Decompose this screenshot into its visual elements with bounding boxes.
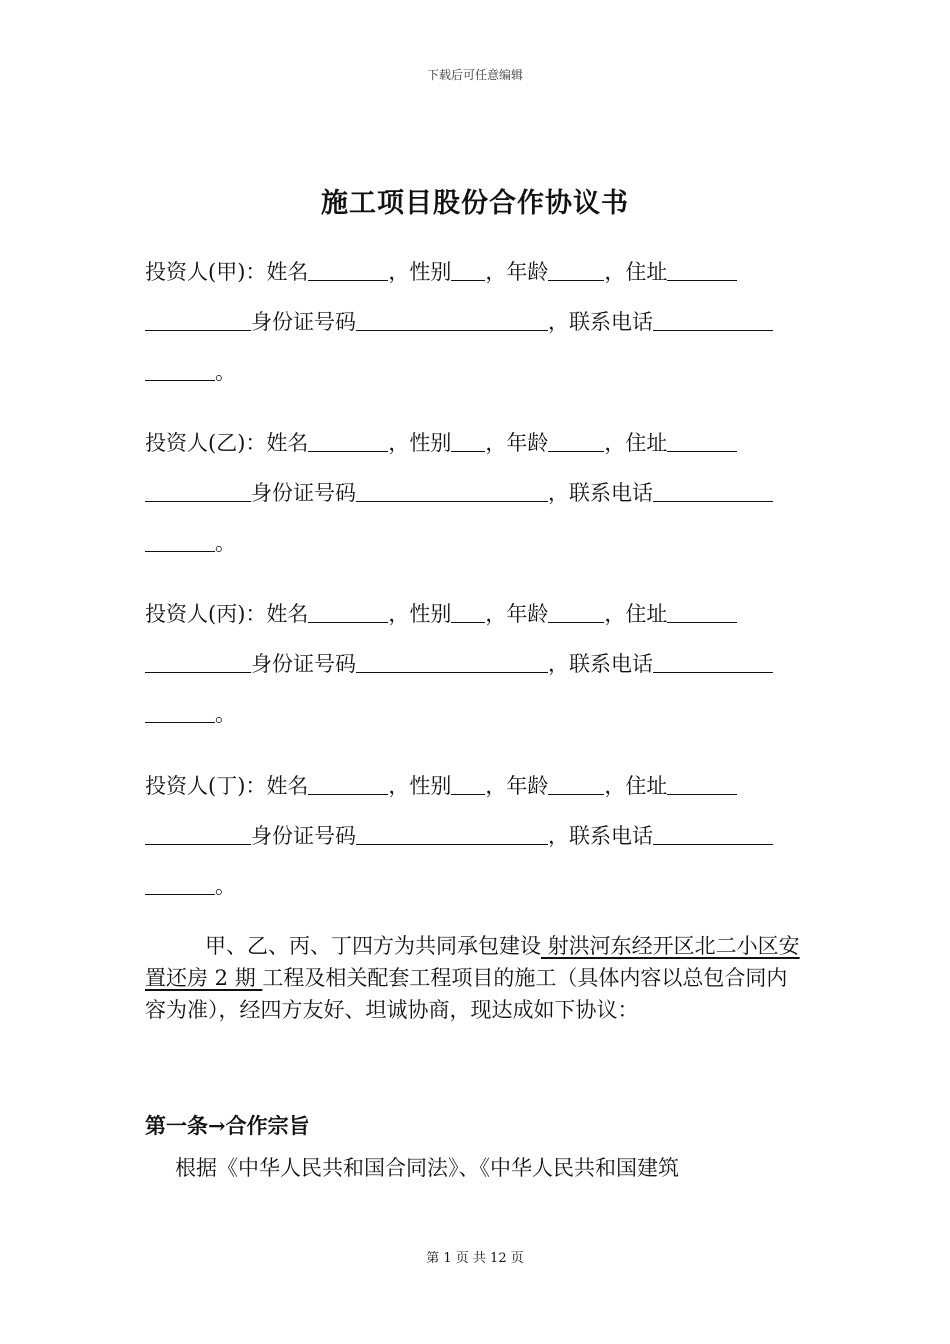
- name-label: ：姓名: [245, 774, 309, 798]
- address-blank-cont[interactable]: [145, 822, 251, 845]
- name-blank[interactable]: [308, 600, 388, 623]
- address-blank-cont[interactable]: [145, 479, 251, 502]
- phone-label: ，联系电话: [548, 824, 653, 848]
- id-label: 身份证号码: [251, 652, 356, 676]
- party-block: [145, 258, 807, 408]
- address-blank[interactable]: [667, 600, 737, 623]
- age-blank[interactable]: [548, 429, 604, 452]
- sex-label: ，性别: [388, 602, 452, 626]
- document-title: 施工项目股份合作协议书: [321, 188, 629, 219]
- phone-blank-cont[interactable]: [145, 358, 215, 381]
- age-label: ，年龄: [485, 431, 549, 455]
- party-line-3: [145, 358, 236, 386]
- address-label: ，住址: [604, 260, 668, 284]
- phone-label: ，联系电话: [548, 481, 653, 505]
- page-footer: 第 1 页 共 12 页: [426, 1251, 524, 1266]
- article-1-heading: 第一条→合作宗旨: [145, 1113, 310, 1138]
- phone-label: ，联系电话: [548, 310, 653, 334]
- address-label: ，住址: [604, 774, 668, 798]
- party-label: 投资人(乙): [145, 431, 246, 455]
- period: 。: [215, 360, 236, 384]
- phone-blank[interactable]: [653, 479, 773, 502]
- sex-label: ，性别: [388, 260, 452, 284]
- party-line-1: [145, 258, 737, 286]
- party-line-2: [145, 308, 773, 336]
- phone-blank[interactable]: [653, 650, 773, 673]
- party-line-3: [145, 529, 236, 557]
- name-label: ：姓名: [245, 260, 309, 284]
- party-block: [145, 600, 807, 750]
- address-blank[interactable]: [667, 772, 737, 795]
- id-blank[interactable]: [356, 822, 548, 845]
- party-label: 投资人(丙): [145, 602, 246, 626]
- id-label: 身份证号码: [251, 310, 356, 334]
- phone-blank-cont[interactable]: [145, 529, 215, 552]
- sex-blank[interactable]: [451, 429, 485, 452]
- intro-before: 甲、乙、丙、丁四方为共同承包建设: [205, 934, 541, 958]
- address-blank-cont[interactable]: [145, 650, 251, 673]
- party-line-1: [145, 772, 737, 800]
- phone-label: ，联系电话: [548, 652, 653, 676]
- sex-blank[interactable]: [451, 600, 485, 623]
- address-label: ，住址: [604, 431, 668, 455]
- party-line-3: [145, 872, 236, 900]
- age-label: ，年龄: [485, 774, 549, 798]
- age-blank[interactable]: [548, 600, 604, 623]
- age-blank[interactable]: [548, 258, 604, 281]
- phone-blank-cont[interactable]: [145, 872, 215, 895]
- phone-blank[interactable]: [653, 308, 773, 331]
- party-line-3: [145, 700, 236, 728]
- party-line-2: [145, 479, 773, 507]
- period: 。: [215, 531, 236, 555]
- project-name: 射洪河东经开区北二小区安置还房 2 期: [145, 934, 800, 990]
- id-blank[interactable]: [356, 479, 548, 502]
- name-blank[interactable]: [308, 429, 388, 452]
- address-blank[interactable]: [667, 429, 737, 452]
- party-line-1: [145, 429, 737, 457]
- party-label: 投资人(丁): [145, 774, 246, 798]
- party-block: [145, 772, 807, 922]
- party-line-2: [145, 822, 773, 850]
- age-label: ，年龄: [485, 602, 549, 626]
- party-line-1: [145, 600, 737, 628]
- id-label: 身份证号码: [251, 481, 356, 505]
- name-label: ：姓名: [245, 431, 309, 455]
- period: 。: [215, 874, 236, 898]
- party-label: 投资人(甲): [145, 260, 246, 284]
- id-label: 身份证号码: [251, 824, 356, 848]
- sex-label: ，性别: [388, 431, 452, 455]
- party-block: [145, 429, 807, 579]
- sex-blank[interactable]: [451, 772, 485, 795]
- page-header: 下载后可任意编辑: [426, 68, 523, 82]
- id-blank[interactable]: [356, 308, 548, 331]
- sex-label: ，性别: [388, 774, 452, 798]
- phone-blank-cont[interactable]: [145, 700, 215, 723]
- agreement-intro: [145, 930, 807, 1026]
- id-blank[interactable]: [356, 650, 548, 673]
- phone-blank[interactable]: [653, 822, 773, 845]
- article-1-text: 根据《中华人民共和国合同法》、《中华人民共和国建筑: [175, 1156, 679, 1180]
- address-blank[interactable]: [667, 258, 737, 281]
- name-blank[interactable]: [308, 258, 388, 281]
- period: 。: [215, 702, 236, 726]
- intro-after: 工程及相关配套工程项目的施工（具体内容以总包合同内容为准），经四方友好、坦诚协商，现达成如下协议：: [145, 966, 788, 1022]
- age-blank[interactable]: [548, 772, 604, 795]
- sex-blank[interactable]: [451, 258, 485, 281]
- name-label: ：姓名: [245, 602, 309, 626]
- age-label: ，年龄: [485, 260, 549, 284]
- party-line-2: [145, 650, 773, 678]
- name-blank[interactable]: [308, 772, 388, 795]
- address-label: ，住址: [604, 602, 668, 626]
- address-blank-cont[interactable]: [145, 308, 251, 331]
